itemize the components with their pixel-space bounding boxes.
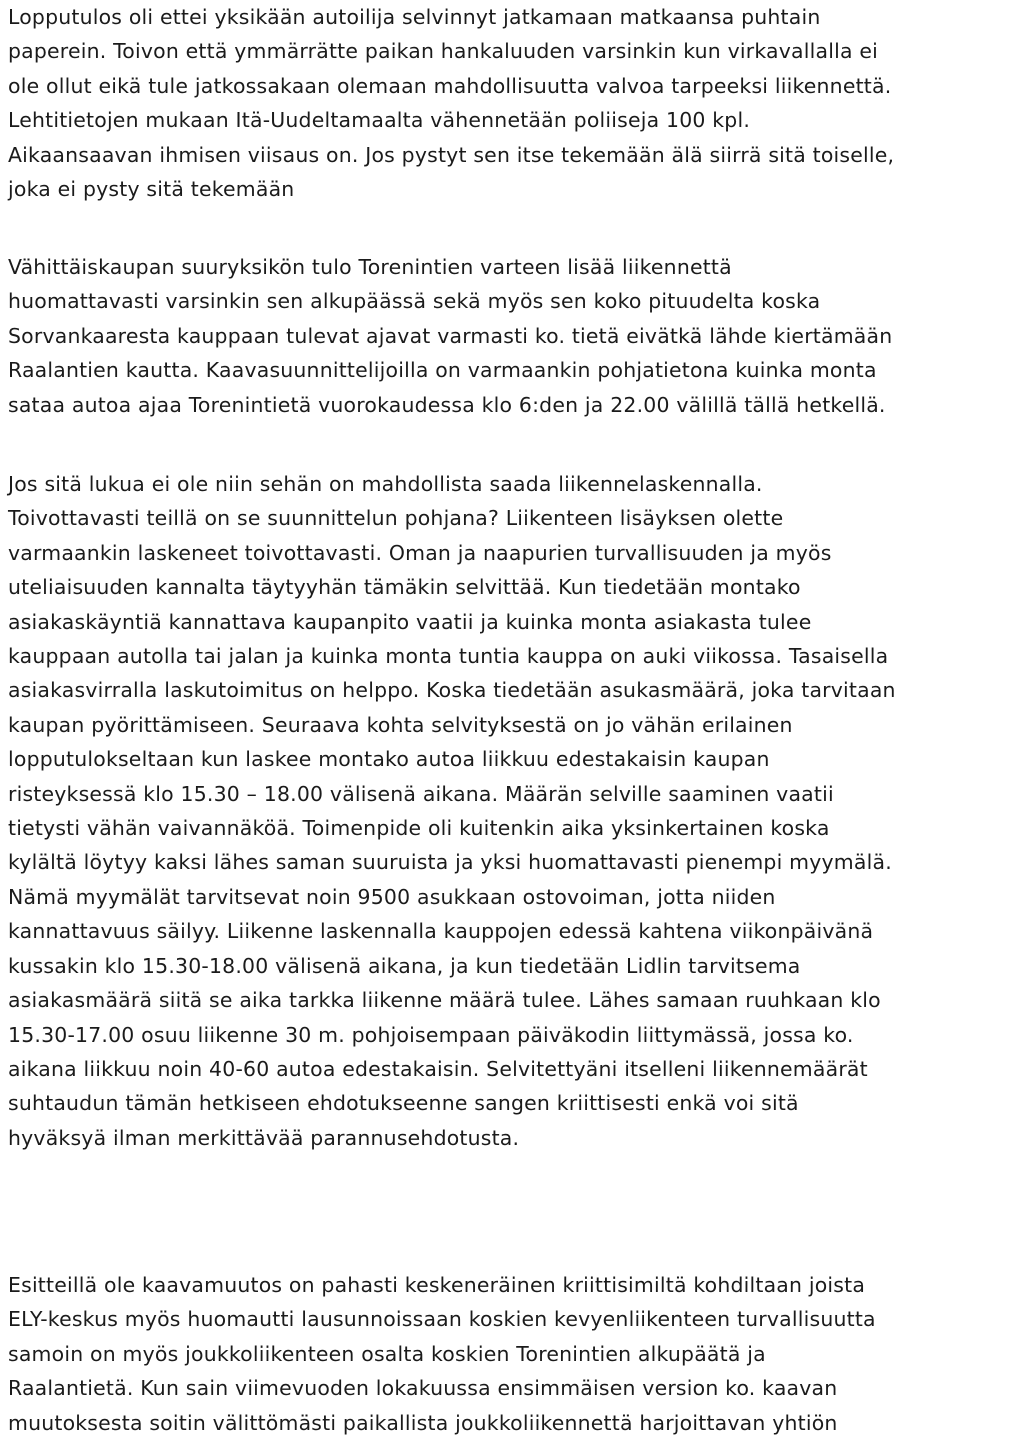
text-line: 15.30-17.00 osuu liikenne 30 m. pohjoisempaan päiväkodin liittymässä, jossa ko. <box>8 1022 854 1047</box>
paragraph-3 <box>8 467 1022 1155</box>
text-line: varmaankin laskeneet toivottavasti. Oman ja naapurien turvallisuuden ja myös <box>8 540 832 565</box>
text-line: Sorvankaaresta kauppaan tulevat ajavat varmasti ko. tietä eivätkä lähde kiertämään <box>8 323 893 348</box>
text-line: tietysti vähän vaivannäköä. Toimenpide oli kuitenkin aika yksinkertainen koska <box>8 816 830 841</box>
text-line: asiakasvirralla laskutoimitus on helppo. Koska tiedetään asukasmäärä, joka tarvitaan <box>8 678 896 703</box>
text-line: risteyksessä klo 15.30 – 18.00 välisenä aikana. Määrän selville saaminen vaatii <box>8 781 834 806</box>
paragraph-2 <box>8 250 1022 422</box>
text-line: ELY-keskus myös huomautti lausunnoissaan koskien kevyenliikenteen turvallisuutta <box>8 1307 876 1332</box>
text-line: kylältä löytyy kaksi lähes saman suuruista ja yksi huomattavasti pienempi myymälä. <box>8 850 892 875</box>
text-line: ole ollut eikä tule jatkossakaan olemaan mahdollisuutta valvoa tarpeeksi liikennettä. <box>8 73 892 98</box>
text-line: kussakin klo 15.30-18.00 välisenä aikana, ja kun tiedetään Lidlin tarvitsema <box>8 953 801 978</box>
text-line: sataa autoa ajaa Torenintietä vuorokaudessa klo 6:den ja 22.00 välillä tällä hetkellä. <box>8 392 886 417</box>
text-line: huomattavasti varsinkin sen alkupäässä sekä myös sen koko pituudelta koska <box>8 289 821 314</box>
paragraph-1 <box>8 0 1022 206</box>
text-line: uteliaisuuden kannalta täytyyhän tämäkin selvittää. Kun tiedetään montako <box>8 575 801 600</box>
text-line: Raalantietä. Kun sain viimevuoden lokakuussa ensimmäisen version ko. kaavan <box>8 1376 838 1401</box>
text-line: aikana liikkuu noin 40-60 autoa edestakaisin. Selvitettyäni itselleni liikennemäärät <box>8 1056 868 1081</box>
text-line: paperein. Toivon että ymmärrätte paikan hankaluuden varsinkin kun virkavallalla ei <box>8 39 878 64</box>
text-line: suhtaudun tämän hetkiseen ehdotukseenne sangen kriittisesti enkä voi sitä <box>8 1091 799 1116</box>
text-line: Jos sitä lukua ei ole niin sehän on mahdollista saada liikennelaskennalla. <box>8 472 763 496</box>
text-line: Aikaansaavan ihmisen viisaus on. Jos pystyt sen itse tekemään älä siirrä sitä toiselle, <box>8 142 895 167</box>
text-line: muutoksesta soitin välittömästi paikallista joukkoliikennettä harjoittavan yhtiön <box>8 1410 838 1435</box>
text-line: hyväksyä ilman merkittävää parannusehdotusta. <box>8 1125 520 1150</box>
text-line: asiakaskäyntiä kannattava kaupanpito vaatii ja kuinka monta asiakasta tulee <box>8 609 812 634</box>
text-line: Vähittäiskaupan suuryksikön tulo Torenintien varteen lisää liikennettä <box>8 255 732 279</box>
text-line: lopputulokseltaan kun laskee montako autoa liikkuu edestakaisin kaupan <box>8 747 770 772</box>
text-line: Toivottavasti teillä on se suunnittelun pohjana? Liikenteen lisäyksen olette <box>8 506 784 531</box>
text-line: asiakasmäärä siitä se aika tarkka liikenne määrä tulee. Lähes samaan ruuhkaan klo <box>8 988 881 1013</box>
text-line: Lehtitietojen mukaan Itä-Uudeltamaalta vähennetään poliiseja 100 kpl. <box>8 108 751 133</box>
text-line: kannattavuus säilyy. Liikenne laskennalla kauppojen edessä kahtena viikonpäivänä <box>8 919 874 944</box>
text-line: Nämä myymälät tarvitsevat noin 9500 asukkaan ostovoiman, jotta niiden <box>8 884 776 909</box>
text-line: Lopputulos oli ettei yksikään autoilija selvinnyt jatkamaan matkaansa puhtain <box>8 5 821 29</box>
paragraph-4 <box>8 1268 1022 1440</box>
text-line: samoin on myös joukkoliikenteen osalta koskien Torenintien alkupäätä ja <box>8 1341 766 1366</box>
text-line: kaupan pyörittämiseen. Seuraava kohta selvityksestä on jo vähän erilainen <box>8 712 793 737</box>
text-line: kauppaan autolla tai jalan ja kuinka monta tuntia kauppa on auki viikossa. Tasaisella <box>8 644 889 669</box>
text-line: Esitteillä ole kaavamuutos on pahasti keskeneräinen kriittisimiltä kohdiltaan joista <box>8 1273 866 1297</box>
text-line: Raalantien kautta. Kaavasuunnittelijoilla on varmaankin pohjatietona kuinka monta <box>8 358 877 383</box>
text-line: joka ei pysty sitä tekemään <box>8 177 295 202</box>
